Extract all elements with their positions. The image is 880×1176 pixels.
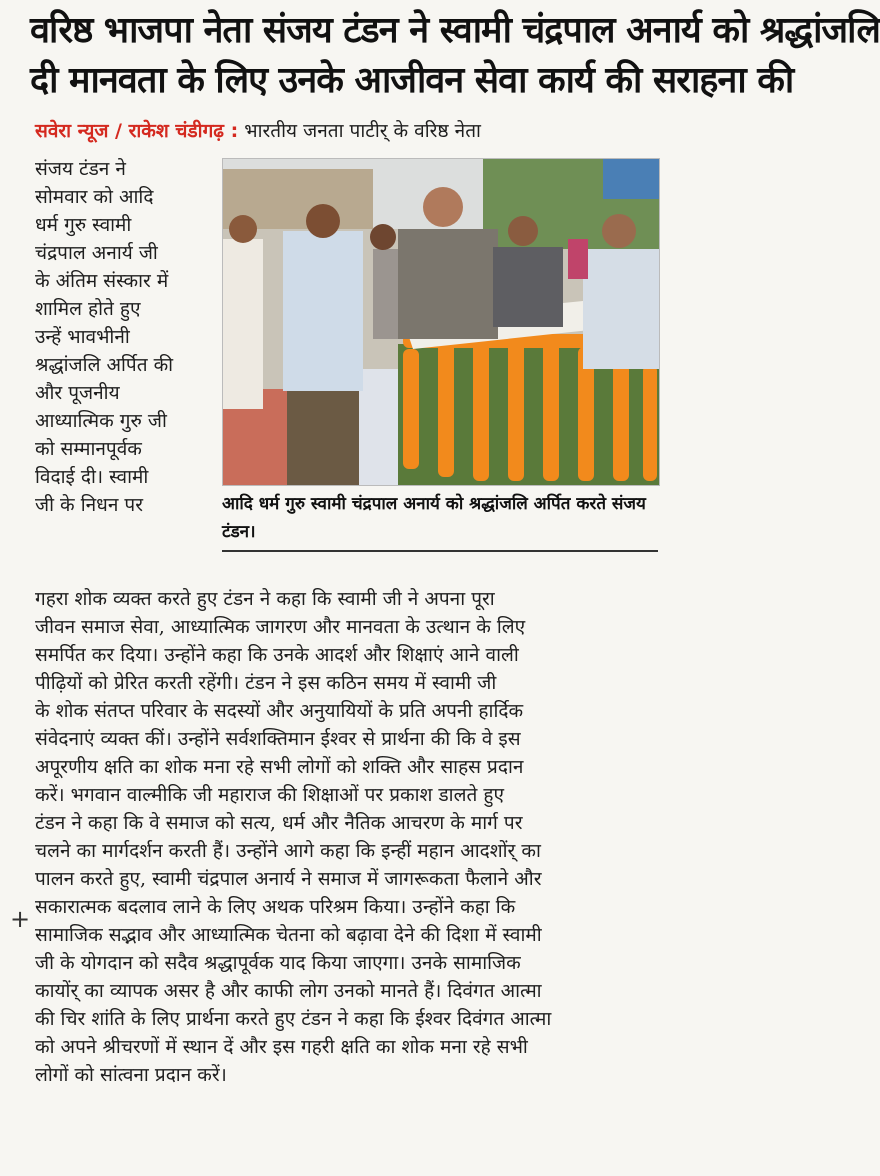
body-line: जीवन समाज सेवा, आध्यात्मिक जागरण और मानवता के उत्थान के लिए — [35, 616, 526, 638]
left-column-line: जी के निधन पर — [35, 494, 143, 516]
photo-caption: आदि धर्म गुरु स्वामी चंद्रपाल अनार्य को श्रद्धांजलि अर्पित करते संजय टंडन। — [222, 494, 646, 542]
headline-line-1: वरिष्ठ भाजपा नेता संजय टंडन ने स्वामी चंद्रपाल अनार्य को श्रद्धांजलि — [30, 10, 880, 51]
body-line: कायोंर् का व्यापक असर है और काफी लोग उनको मानते हैं। दिवंगत आत्मा — [35, 980, 542, 1002]
body-line: पालन करते हुए, स्वामी चंद्रपाल अनार्य ने समाज में जागरूकता फैलाने और — [35, 868, 542, 890]
left-column-line: शामिल होते हुए — [35, 298, 141, 320]
body-line: करें। भगवान वाल्मीकि जी महाराज की शिक्षाओं पर प्रकाश डालते हुए — [35, 784, 504, 806]
body-line: पीढ़ियों को प्रेरित करती रहेंगी। टंडन ने इस कठिन समय में स्वामी जी — [35, 672, 497, 694]
body-line: के शोक संतप्त परिवार के सदस्यों और अनुयायियों के प्रति अपनी हार्दिक — [35, 700, 524, 722]
left-column-line: धर्म गुरु स्वामी — [35, 214, 132, 236]
left-column-line: सोमवार को आदि — [35, 186, 154, 208]
headline-line-2: दी मानवता के लिए उनके आजीवन सेवा कार्य की सराहना की — [30, 60, 794, 101]
body-line: टंडन ने कहा कि वे समाज को सत्य, धर्म और नैतिक आचरण के मार्ग पर — [35, 812, 523, 834]
dateline-text: भारतीय जनता पाटीर् के वरिष्ठ नेता — [244, 120, 481, 142]
body-line: को अपने श्रीचरणों में स्थान दें और इस गहरी क्षति का शोक मना रहे सभी — [35, 1036, 528, 1058]
left-column-line: उन्हें भावभीनी — [35, 326, 130, 348]
left-column-line: विदाई दी। स्वामी — [35, 466, 149, 488]
body-line: जी के योगदान को सदैव श्रद्धापूर्वक याद किया जाएगा। उनके सामाजिक — [35, 952, 521, 974]
left-column-line: संजय टंडन ने — [35, 158, 126, 180]
body-line: सकारात्मक बदलाव लाने के लिए अथक परिश्रम किया। उन्होंने कहा कि — [35, 896, 516, 918]
body-line: लोगों को सांत्वना प्रदान करें। — [35, 1064, 227, 1086]
dateline-source: सवेरा न्यूज / राकेश चंडीगढ़ : — [35, 120, 239, 142]
body-line: संवेदनाएं व्यक्त कीं। उन्होंने सर्वशक्तिमान ईश्वर से प्रार्थना की कि वे इस — [35, 728, 521, 750]
body-line: की चिर शांति के लिए प्रार्थना करते हुए टंडन ने कहा कि ईश्वर दिवंगत आत्मा — [35, 1008, 552, 1030]
news-photo — [222, 158, 660, 486]
registration-mark: + — [10, 905, 31, 933]
left-column-line: श्रद्धांजलि अर्पित की — [35, 354, 174, 376]
left-column-line: के अंतिम संस्कार में — [35, 270, 169, 292]
body-line: समर्पित कर दिया। उन्होंने कहा कि उनके आदर्श और शिक्षाएं आने वाली — [35, 644, 519, 666]
left-column-line: चंद्रपाल अनार्य जी — [35, 242, 158, 264]
left-column-line: आध्यात्मिक गुरु जी — [35, 410, 167, 432]
dateline — [35, 118, 665, 146]
body-line: चलने का मार्गदर्शन करती हैं। उन्होंने आगे कहा कि इन्हीं महान आदशोंर् का — [35, 840, 541, 862]
body-line: गहरा शोक व्यक्त करते हुए टंडन ने कहा कि स्वामी जी ने अपना पूरा — [35, 588, 495, 610]
left-column-line: को सम्मानपूर्वक — [35, 438, 142, 460]
body-line: सामाजिक सद्भाव और आध्यात्मिक चेतना को बढ़ावा देने की दिशा में स्वामी — [35, 924, 542, 946]
caption-divider — [222, 550, 658, 552]
left-column-line: और पूजनीय — [35, 382, 120, 404]
headline — [30, 6, 880, 106]
body-line: अपूरणीय क्षति का शोक मना रहे सभी लोगों को शक्ति और साहस प्रदान — [35, 756, 524, 778]
